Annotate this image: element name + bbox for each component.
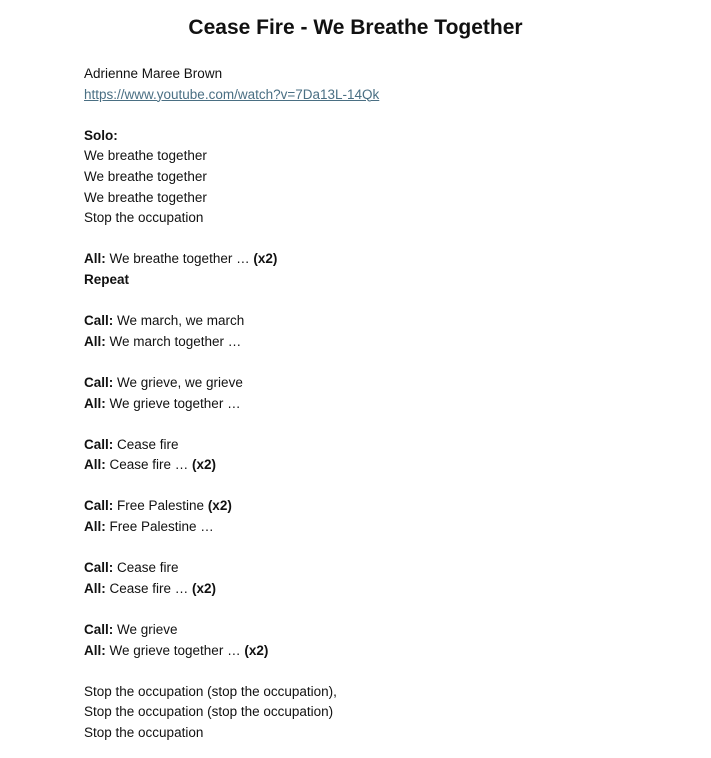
spacer (84, 352, 684, 373)
closing-line: Stop the occupation (stop the occupation), (84, 683, 337, 699)
all-label: All: (84, 395, 106, 411)
all-label: All: (84, 519, 106, 535)
lyric-text: We grieve together … (105, 642, 245, 658)
spacer (84, 229, 684, 250)
call-label: Call: (84, 313, 114, 329)
repeat-label: Repeat (84, 271, 130, 287)
repeat-marker: (x2) (192, 580, 217, 596)
lyric-text: Free Palestine … (105, 519, 214, 535)
all-label: All: (84, 580, 106, 596)
closing-line: Stop the occupation (84, 725, 204, 740)
document-body (84, 64, 684, 744)
lyric-text: Cease fire (113, 560, 179, 576)
solo-line: We breathe together (84, 189, 207, 205)
all-label: All: (84, 642, 106, 658)
solo-line: Stop the occupation (84, 210, 204, 226)
solo-label: Solo: (84, 127, 118, 143)
lyric-text: We grieve, we grieve (113, 374, 243, 390)
link-line (84, 85, 684, 106)
call-cease-line (84, 435, 684, 456)
document-title: Cease Fire - We Breathe Together (188, 16, 523, 39)
lyric-text: We grieve (113, 622, 178, 638)
all-palestine-line (84, 517, 684, 538)
lyric-text: Cease fire … (105, 457, 193, 473)
all-label: All: (84, 457, 106, 473)
call-march-line (84, 311, 684, 332)
repeat-marker: (x2) (192, 457, 217, 473)
all-cease-line (84, 579, 684, 600)
repeat-marker: (x2) (253, 251, 278, 267)
lyric-text: We breathe together … (105, 251, 254, 267)
lyric-text: Free Palestine (113, 498, 208, 514)
repeat-marker: (x2) (244, 642, 269, 658)
spacer (84, 291, 684, 312)
call-cease-line (84, 558, 684, 579)
all-label: All: (84, 251, 106, 267)
solo-line: We breathe together (84, 148, 207, 164)
lyric-text: Cease fire … (105, 580, 193, 596)
all-breathe-line (84, 249, 684, 270)
call-grieve-line (84, 373, 684, 394)
call-palestine-line (84, 496, 684, 517)
call-label: Call: (84, 374, 114, 390)
spacer (84, 414, 684, 435)
lyric-text: We grieve together … (105, 395, 241, 411)
author-line: Adrienne Maree Brown (84, 66, 223, 81)
spacer (84, 476, 684, 497)
solo-line: We breathe together (84, 168, 207, 184)
youtube-link[interactable]: https://www.youtube.com/watch?v=7Da13L-14Qk (84, 86, 380, 102)
call-grieve-line (84, 620, 684, 641)
all-march-line (84, 332, 684, 353)
call-label: Call: (84, 436, 114, 452)
repeat-marker: (x2) (207, 498, 232, 514)
call-label: Call: (84, 622, 114, 638)
spacer (84, 599, 684, 620)
call-label: Call: (84, 498, 114, 514)
all-grieve-line (84, 641, 684, 662)
all-label: All: (84, 333, 106, 349)
lyric-text: Cease fire (113, 436, 179, 452)
lyric-text: We march, we march (113, 313, 245, 329)
call-label: Call: (84, 560, 114, 576)
closing-line: Stop the occupation (stop the occupation) (84, 704, 334, 720)
spacer (84, 538, 684, 559)
all-grieve-line (84, 394, 684, 415)
spacer (84, 661, 684, 682)
spacer (84, 105, 684, 126)
lyric-text: We march together … (105, 333, 242, 349)
all-cease-line (84, 455, 684, 476)
